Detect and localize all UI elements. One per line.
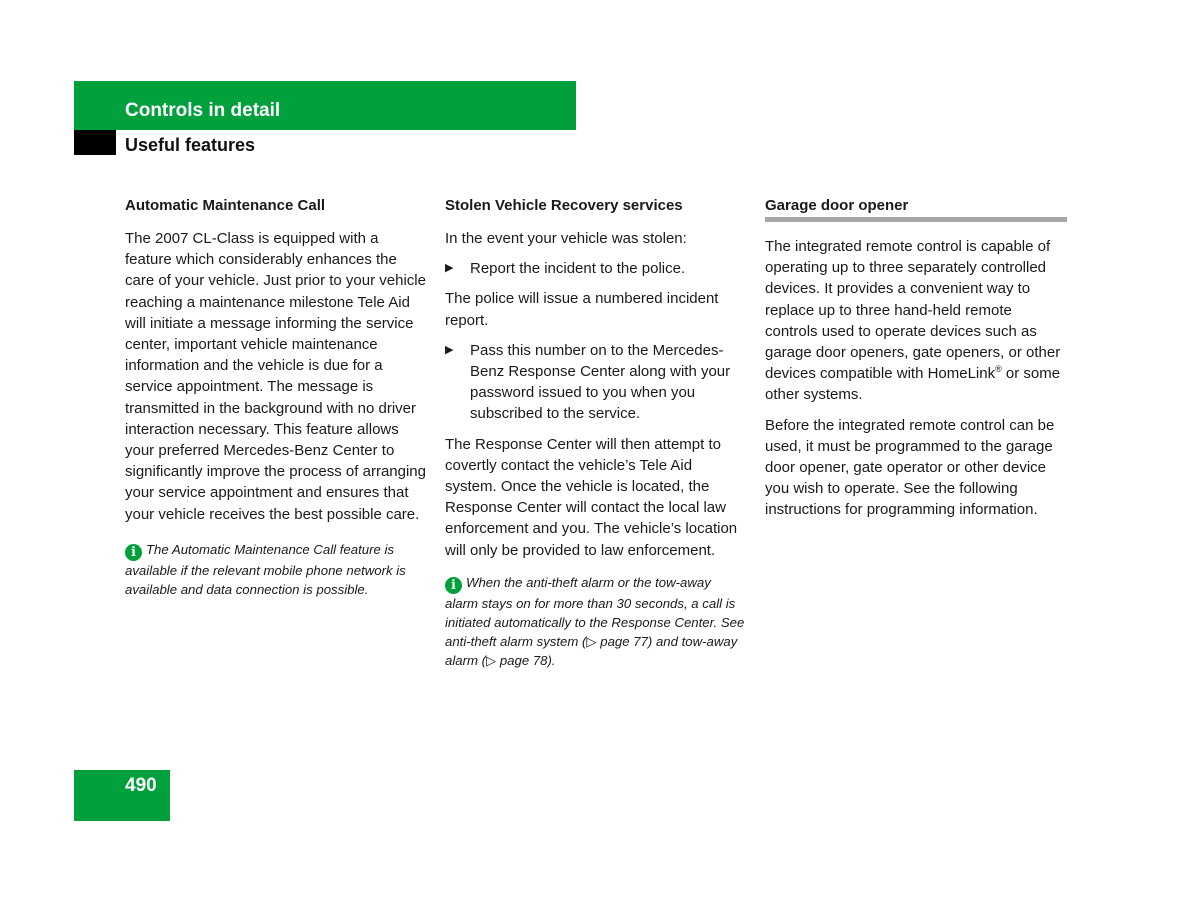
bullet-followup: The police will issue a numbered incident report. xyxy=(445,290,719,329)
paragraph-garage-door-2: Before the integrated remote control can be used, it must be programmed to the garage door opener, gate operator or other device you wish to operate. See the following instructions for programming information. xyxy=(765,416,1055,519)
list-item xyxy=(445,340,747,425)
heading-garage-door: Garage door opener xyxy=(765,196,1067,222)
column-garage-door xyxy=(765,196,1067,530)
note-stolen-vehicle xyxy=(445,573,747,670)
info-icon: i xyxy=(125,544,142,561)
list-item xyxy=(445,258,747,279)
paragraph-maintenance-call: The 2007 CL-Class is equipped with a feature which considerably enhances the care of your vehicle. Just prior to your vehicle reaching a maintenance milestone Tele Aid will initiate a message informing the service center, important vehicle maintenance information and the vehicle is due for a service appointment. The message is transmitted in the background with no driver interaction necessary. This feature allows your preferred Mercedes-Benz Center to significantly improve the process of arranging your service appointment and ensures that your vehicle receives the best possible care. xyxy=(125,230,426,523)
info-icon: i xyxy=(445,577,462,594)
column-stolen-vehicle xyxy=(445,196,747,670)
bullet-text: Pass this number on to the Mercedes-Benz Response Center along with your password issued to you when you subscribed to the service. xyxy=(470,341,731,423)
section-subtitle: Useful features xyxy=(125,135,256,155)
paragraph-text: or some other systems. xyxy=(765,365,1061,404)
paragraph-text: The integrated remote control is capable of operating up to three separately controlled devices. It provides a convenient way to replace up to three hand-held remote controls used to operate devices such as garage door openers, gate openers, or other devices compatible with HomeLink xyxy=(765,238,1061,383)
intro-text: In the event your vehicle was stolen: xyxy=(445,230,687,247)
heading-maintenance-call: Automatic Maintenance Call xyxy=(125,197,326,214)
triangle-bullet-icon: ▶ xyxy=(445,343,454,356)
note-text: The Automatic Maintenance Call feature is available if the relevant mobile phone network is available and data connection is possible. xyxy=(125,541,406,597)
bullet-text: Report the incident to the police. xyxy=(470,260,686,278)
page-number: 490 xyxy=(125,775,157,796)
registered-mark: ® xyxy=(995,364,1002,375)
bullet-followup: The Response Center will then attempt to covertly contact the vehicle’s Tele Aid system. Once the vehicle is located, the Response Center will contact the local law enforcement and you. The vehicle’s location will only be provided to law enforcement. xyxy=(445,435,738,559)
section-marker xyxy=(74,130,116,155)
triangle-bullet-icon: ▶ xyxy=(445,262,454,275)
column-maintenance-call xyxy=(125,196,427,599)
heading-stolen-vehicle: Stolen Vehicle Recovery services xyxy=(445,197,683,214)
note-text: When the anti-theft alarm or the tow-away alarm stays on for more than 30 seconds, a call is initiated automatically to the Response Center. See anti-theft alarm system (▷ page 77) and tow-away alarm (▷ page 78). xyxy=(445,574,745,668)
section-title: Controls in detail xyxy=(125,100,281,121)
paragraph-garage-door-1 xyxy=(765,236,1067,406)
note-maintenance-call xyxy=(125,540,427,599)
